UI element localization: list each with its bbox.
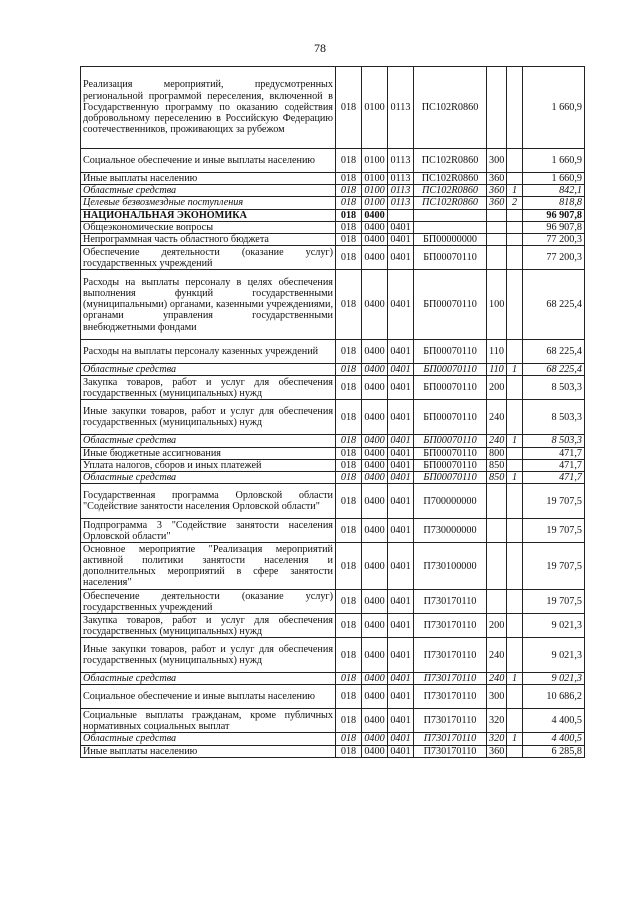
amount: 9 021,3 bbox=[523, 614, 585, 638]
amount: 96 907,8 bbox=[523, 221, 585, 233]
funding-source-code bbox=[507, 340, 523, 364]
admin-code: 018 bbox=[336, 173, 362, 185]
funding-source-code bbox=[507, 745, 523, 757]
subsection-code: 0401 bbox=[388, 638, 414, 673]
amount: 10 686,2 bbox=[523, 685, 585, 709]
expense-name: Обеспечение деятельности (оказание услуг) государственных учреждений bbox=[81, 246, 336, 270]
subsection-code: 0113 bbox=[388, 173, 414, 185]
expense-type-code bbox=[487, 590, 507, 614]
section-code: 0400 bbox=[362, 484, 388, 519]
section-code: 0400 bbox=[362, 590, 388, 614]
target-article-code: БП00000000 bbox=[414, 234, 487, 246]
table-row bbox=[81, 685, 585, 709]
target-article-code: ПС102R0860 bbox=[414, 197, 487, 209]
table-row bbox=[81, 197, 585, 209]
expense-name: Иные выплаты населению bbox=[81, 745, 336, 757]
table-row bbox=[81, 745, 585, 757]
expense-name: Иные выплаты населению bbox=[81, 173, 336, 185]
expense-name: Социальные выплаты гражданам, кроме публичных нормативных социальных выплат bbox=[81, 709, 336, 733]
admin-code: 018 bbox=[336, 614, 362, 638]
funding-source-code bbox=[507, 67, 523, 149]
expense-type-code bbox=[487, 234, 507, 246]
table-row bbox=[81, 484, 585, 519]
funding-source-code bbox=[507, 246, 523, 270]
expense-name: Иные закупки товаров, работ и услуг для обеспечения государственных (муниципальных) нужд bbox=[81, 400, 336, 435]
target-article-code: БП00070110 bbox=[414, 270, 487, 340]
amount: 8 503,3 bbox=[523, 435, 585, 447]
admin-code: 018 bbox=[336, 376, 362, 400]
table-row bbox=[81, 234, 585, 246]
funding-source-code bbox=[507, 459, 523, 471]
amount: 68 225,4 bbox=[523, 340, 585, 364]
table-row bbox=[81, 447, 585, 459]
table-row bbox=[81, 709, 585, 733]
subsection-code: 0401 bbox=[388, 234, 414, 246]
table-row bbox=[81, 340, 585, 364]
amount: 9 021,3 bbox=[523, 638, 585, 673]
target-article-code bbox=[414, 221, 487, 233]
expense-type-code bbox=[487, 221, 507, 233]
funding-source-code: 1 bbox=[507, 435, 523, 447]
expense-name: Закупка товаров, работ и услуг для обеспечения государственных (муниципальных) нужд bbox=[81, 614, 336, 638]
subsection-code: 0401 bbox=[388, 364, 414, 376]
subsection-code: 0401 bbox=[388, 614, 414, 638]
table-row bbox=[81, 472, 585, 484]
expense-name: Закупка товаров, работ и услуг для обеспечения государственных (муниципальных) нужд bbox=[81, 376, 336, 400]
amount: 1 660,9 bbox=[523, 173, 585, 185]
expense-name: Реализация мероприятий, предусмотренных региональной программой переселения, включенной в Государственную программу по оказанию содействия добровольному переселению в Российскую Федерацию соотечественников, проживающих за рубежом bbox=[81, 67, 336, 149]
funding-source-code: 1 bbox=[507, 364, 523, 376]
amount: 1 660,9 bbox=[523, 149, 585, 173]
expense-type-code bbox=[487, 246, 507, 270]
admin-code: 018 bbox=[336, 246, 362, 270]
table-row bbox=[81, 673, 585, 685]
admin-code: 018 bbox=[336, 209, 362, 221]
funding-source-code: 1 bbox=[507, 733, 523, 745]
target-article-code: БП00070110 bbox=[414, 435, 487, 447]
expense-name: Социальное обеспечение и иные выплаты населению bbox=[81, 149, 336, 173]
expense-name: Областные средства bbox=[81, 733, 336, 745]
admin-code: 018 bbox=[336, 234, 362, 246]
expense-type-code bbox=[487, 209, 507, 221]
admin-code: 018 bbox=[336, 340, 362, 364]
amount: 6 285,8 bbox=[523, 745, 585, 757]
expense-name: Иные закупки товаров, работ и услуг для обеспечения государственных (муниципальных) нужд bbox=[81, 638, 336, 673]
subsection-code: 0401 bbox=[388, 459, 414, 471]
admin-code: 018 bbox=[336, 364, 362, 376]
expense-name: Основное мероприятие "Реализация мероприятий активной политики занятости населения и дополнительных мероприятий в сфере занятости населения" bbox=[81, 543, 336, 590]
target-article-code: БП00070110 bbox=[414, 364, 487, 376]
section-code: 0400 bbox=[362, 447, 388, 459]
table-row bbox=[81, 614, 585, 638]
funding-source-code bbox=[507, 590, 523, 614]
target-article-code: П730170110 bbox=[414, 745, 487, 757]
subsection-code: 0401 bbox=[388, 709, 414, 733]
target-article-code: ПС102R0860 bbox=[414, 67, 487, 149]
amount: 19 707,5 bbox=[523, 484, 585, 519]
expense-type-code: 200 bbox=[487, 614, 507, 638]
expense-type-code bbox=[487, 519, 507, 543]
expense-type-code: 360 bbox=[487, 173, 507, 185]
subsection-code: 0401 bbox=[388, 685, 414, 709]
amount: 19 707,5 bbox=[523, 590, 585, 614]
target-article-code: БП00070110 bbox=[414, 340, 487, 364]
target-article-code bbox=[414, 209, 487, 221]
expense-type-code: 240 bbox=[487, 400, 507, 435]
admin-code: 018 bbox=[336, 472, 362, 484]
subsection-code: 0401 bbox=[388, 400, 414, 435]
expense-type-code: 240 bbox=[487, 638, 507, 673]
section-code: 0400 bbox=[362, 709, 388, 733]
table-row bbox=[81, 270, 585, 340]
admin-code: 018 bbox=[336, 67, 362, 149]
table-row bbox=[81, 149, 585, 173]
amount: 9 021,3 bbox=[523, 673, 585, 685]
section-code: 0100 bbox=[362, 67, 388, 149]
funding-source-code bbox=[507, 638, 523, 673]
target-article-code: БП00070110 bbox=[414, 472, 487, 484]
table-row bbox=[81, 543, 585, 590]
table-row bbox=[81, 246, 585, 270]
section-code: 0400 bbox=[362, 459, 388, 471]
target-article-code: П730170110 bbox=[414, 709, 487, 733]
expense-type-code: 240 bbox=[487, 435, 507, 447]
admin-code: 018 bbox=[336, 484, 362, 519]
target-article-code: П730170110 bbox=[414, 733, 487, 745]
amount: 471,7 bbox=[523, 459, 585, 471]
expense-name: Областные средства bbox=[81, 364, 336, 376]
admin-code: 018 bbox=[336, 685, 362, 709]
expense-name: Уплата налогов, сборов и иных платежей bbox=[81, 459, 336, 471]
admin-code: 018 bbox=[336, 185, 362, 197]
section-code: 0400 bbox=[362, 246, 388, 270]
budget-table-body bbox=[81, 67, 585, 758]
subsection-code: 0113 bbox=[388, 67, 414, 149]
expense-type-code: 320 bbox=[487, 709, 507, 733]
expense-name: Областные средства bbox=[81, 673, 336, 685]
expense-name: Областные средства bbox=[81, 435, 336, 447]
admin-code: 018 bbox=[336, 149, 362, 173]
subsection-code: 0401 bbox=[388, 221, 414, 233]
table-row bbox=[81, 400, 585, 435]
section-code: 0100 bbox=[362, 197, 388, 209]
expense-name: Областные средства bbox=[81, 472, 336, 484]
amount: 4 400,5 bbox=[523, 733, 585, 745]
section-code: 0400 bbox=[362, 376, 388, 400]
admin-code: 018 bbox=[336, 733, 362, 745]
subsection-code: 0401 bbox=[388, 745, 414, 757]
table-row bbox=[81, 519, 585, 543]
amount: 77 200,3 bbox=[523, 246, 585, 270]
admin-code: 018 bbox=[336, 270, 362, 340]
table-row bbox=[81, 67, 585, 149]
section-code: 0400 bbox=[362, 209, 388, 221]
funding-source-code bbox=[507, 614, 523, 638]
expense-type-code: 110 bbox=[487, 340, 507, 364]
expense-type-code: 300 bbox=[487, 685, 507, 709]
section-code: 0400 bbox=[362, 472, 388, 484]
amount: 4 400,5 bbox=[523, 709, 585, 733]
expense-type-code: 300 bbox=[487, 149, 507, 173]
section-code: 0400 bbox=[362, 733, 388, 745]
subsection-code: 0401 bbox=[388, 733, 414, 745]
expense-name: Целевые безвозмездные поступления bbox=[81, 197, 336, 209]
expense-type-code: 360 bbox=[487, 745, 507, 757]
page-number: 78 bbox=[314, 41, 326, 55]
table-row bbox=[81, 435, 585, 447]
expense-name: Иные бюджетные ассигнования bbox=[81, 447, 336, 459]
funding-source-code: 1 bbox=[507, 472, 523, 484]
expense-name: Общеэкономические вопросы bbox=[81, 221, 336, 233]
funding-source-code bbox=[507, 376, 523, 400]
admin-code: 018 bbox=[336, 590, 362, 614]
expense-type-code: 100 bbox=[487, 270, 507, 340]
table-row bbox=[81, 733, 585, 745]
amount: 8 503,3 bbox=[523, 400, 585, 435]
subsection-code: 0401 bbox=[388, 447, 414, 459]
expense-type-code: 800 bbox=[487, 447, 507, 459]
admin-code: 018 bbox=[336, 709, 362, 733]
section-code: 0100 bbox=[362, 149, 388, 173]
subsection-code: 0113 bbox=[388, 149, 414, 173]
table-row bbox=[81, 209, 585, 221]
funding-source-code bbox=[507, 234, 523, 246]
target-article-code: БП00070110 bbox=[414, 246, 487, 270]
admin-code: 018 bbox=[336, 638, 362, 673]
expense-name: Областные средства bbox=[81, 185, 336, 197]
subsection-code: 0401 bbox=[388, 472, 414, 484]
section-code: 0100 bbox=[362, 173, 388, 185]
section-code: 0400 bbox=[362, 221, 388, 233]
admin-code: 018 bbox=[336, 673, 362, 685]
section-code: 0400 bbox=[362, 340, 388, 364]
target-article-code: П700000000 bbox=[414, 484, 487, 519]
subsection-code: 0401 bbox=[388, 376, 414, 400]
budget-table bbox=[80, 66, 585, 758]
section-code: 0400 bbox=[362, 673, 388, 685]
section-code: 0100 bbox=[362, 185, 388, 197]
target-article-code: БП00070110 bbox=[414, 400, 487, 435]
expense-type-code: 320 bbox=[487, 733, 507, 745]
subsection-code: 0113 bbox=[388, 197, 414, 209]
section-code: 0400 bbox=[362, 234, 388, 246]
funding-source-code bbox=[507, 149, 523, 173]
target-article-code: П730170110 bbox=[414, 590, 487, 614]
funding-source-code: 1 bbox=[507, 185, 523, 197]
expense-type-code: 850 bbox=[487, 459, 507, 471]
subsection-code: 0401 bbox=[388, 246, 414, 270]
target-article-code: БП00070110 bbox=[414, 459, 487, 471]
section-code: 0400 bbox=[362, 638, 388, 673]
funding-source-code bbox=[507, 209, 523, 221]
table-row bbox=[81, 173, 585, 185]
table-row bbox=[81, 638, 585, 673]
expense-name: НАЦИОНАЛЬНАЯ ЭКОНОМИКА bbox=[81, 209, 336, 221]
expense-type-code: 200 bbox=[487, 376, 507, 400]
expense-type-code: 360 bbox=[487, 197, 507, 209]
section-code: 0400 bbox=[362, 685, 388, 709]
section-code: 0400 bbox=[362, 543, 388, 590]
expense-type-code: 110 bbox=[487, 364, 507, 376]
target-article-code: П730170110 bbox=[414, 638, 487, 673]
subsection-code: 0401 bbox=[388, 673, 414, 685]
target-article-code: П730170110 bbox=[414, 673, 487, 685]
expense-type-code: 360 bbox=[487, 185, 507, 197]
subsection-code: 0401 bbox=[388, 519, 414, 543]
section-code: 0400 bbox=[362, 435, 388, 447]
target-article-code: БП00070110 bbox=[414, 447, 487, 459]
amount: 77 200,3 bbox=[523, 234, 585, 246]
funding-source-code bbox=[507, 173, 523, 185]
target-article-code: П730100000 bbox=[414, 543, 487, 590]
subsection-code: 0401 bbox=[388, 435, 414, 447]
admin-code: 018 bbox=[336, 519, 362, 543]
section-code: 0400 bbox=[362, 519, 388, 543]
expense-name: Расходы на выплаты персоналу в целях обеспечения выполнения функций государственными (муниципальными) органами, казенными учреждениями, органами управления государственными внебюджетными фондами bbox=[81, 270, 336, 340]
amount: 471,7 bbox=[523, 472, 585, 484]
admin-code: 018 bbox=[336, 543, 362, 590]
expense-type-code: 240 bbox=[487, 673, 507, 685]
amount: 19 707,5 bbox=[523, 519, 585, 543]
expense-name: Непрограммная часть областного бюджета bbox=[81, 234, 336, 246]
amount: 1 660,9 bbox=[523, 67, 585, 149]
funding-source-code bbox=[507, 221, 523, 233]
expense-name: Социальное обеспечение и иные выплаты населению bbox=[81, 685, 336, 709]
target-article-code: ПС102R0860 bbox=[414, 149, 487, 173]
section-code: 0400 bbox=[362, 745, 388, 757]
target-article-code: П730000000 bbox=[414, 519, 487, 543]
funding-source-code bbox=[507, 447, 523, 459]
funding-source-code: 2 bbox=[507, 197, 523, 209]
subsection-code: 0401 bbox=[388, 543, 414, 590]
expense-name: Подпрограмма 3 "Содействие занятости населения Орловской области" bbox=[81, 519, 336, 543]
admin-code: 018 bbox=[336, 745, 362, 757]
subsection-code: 0401 bbox=[388, 270, 414, 340]
table-row bbox=[81, 590, 585, 614]
expense-name: Обеспечение деятельности (оказание услуг) государственных учреждений bbox=[81, 590, 336, 614]
amount: 818,8 bbox=[523, 197, 585, 209]
expense-name: Расходы на выплаты персоналу казенных учреждений bbox=[81, 340, 336, 364]
expense-type-code: 850 bbox=[487, 472, 507, 484]
admin-code: 018 bbox=[336, 459, 362, 471]
target-article-code: П730170110 bbox=[414, 685, 487, 709]
amount: 471,7 bbox=[523, 447, 585, 459]
table-row bbox=[81, 185, 585, 197]
funding-source-code bbox=[507, 270, 523, 340]
subsection-code: 0401 bbox=[388, 590, 414, 614]
expense-type-code bbox=[487, 543, 507, 590]
subsection-code bbox=[388, 209, 414, 221]
section-code: 0400 bbox=[362, 364, 388, 376]
admin-code: 018 bbox=[336, 447, 362, 459]
funding-source-code bbox=[507, 484, 523, 519]
admin-code: 018 bbox=[336, 197, 362, 209]
amount: 8 503,3 bbox=[523, 376, 585, 400]
funding-source-code bbox=[507, 400, 523, 435]
target-article-code: П730170110 bbox=[414, 614, 487, 638]
section-code: 0400 bbox=[362, 614, 388, 638]
table-row bbox=[81, 221, 585, 233]
subsection-code: 0113 bbox=[388, 185, 414, 197]
amount: 68 225,4 bbox=[523, 270, 585, 340]
amount: 842,1 bbox=[523, 185, 585, 197]
expense-type-code bbox=[487, 484, 507, 519]
admin-code: 018 bbox=[336, 221, 362, 233]
amount: 68 225,4 bbox=[523, 364, 585, 376]
admin-code: 018 bbox=[336, 400, 362, 435]
funding-source-code bbox=[507, 709, 523, 733]
table-row bbox=[81, 376, 585, 400]
funding-source-code bbox=[507, 543, 523, 590]
table-row bbox=[81, 364, 585, 376]
subsection-code: 0401 bbox=[388, 484, 414, 519]
section-code: 0400 bbox=[362, 400, 388, 435]
funding-source-code: 1 bbox=[507, 673, 523, 685]
admin-code: 018 bbox=[336, 435, 362, 447]
subsection-code: 0401 bbox=[388, 340, 414, 364]
amount: 96 907,8 bbox=[523, 209, 585, 221]
funding-source-code bbox=[507, 519, 523, 543]
target-article-code: ПС102R0860 bbox=[414, 173, 487, 185]
expense-type-code bbox=[487, 67, 507, 149]
table-row bbox=[81, 459, 585, 471]
amount: 19 707,5 bbox=[523, 543, 585, 590]
target-article-code: ПС102R0860 bbox=[414, 185, 487, 197]
target-article-code: БП00070110 bbox=[414, 376, 487, 400]
section-code: 0400 bbox=[362, 270, 388, 340]
funding-source-code bbox=[507, 685, 523, 709]
expense-name: Государственная программа Орловской области "Содействие занятости населения Орловской области" bbox=[81, 484, 336, 519]
